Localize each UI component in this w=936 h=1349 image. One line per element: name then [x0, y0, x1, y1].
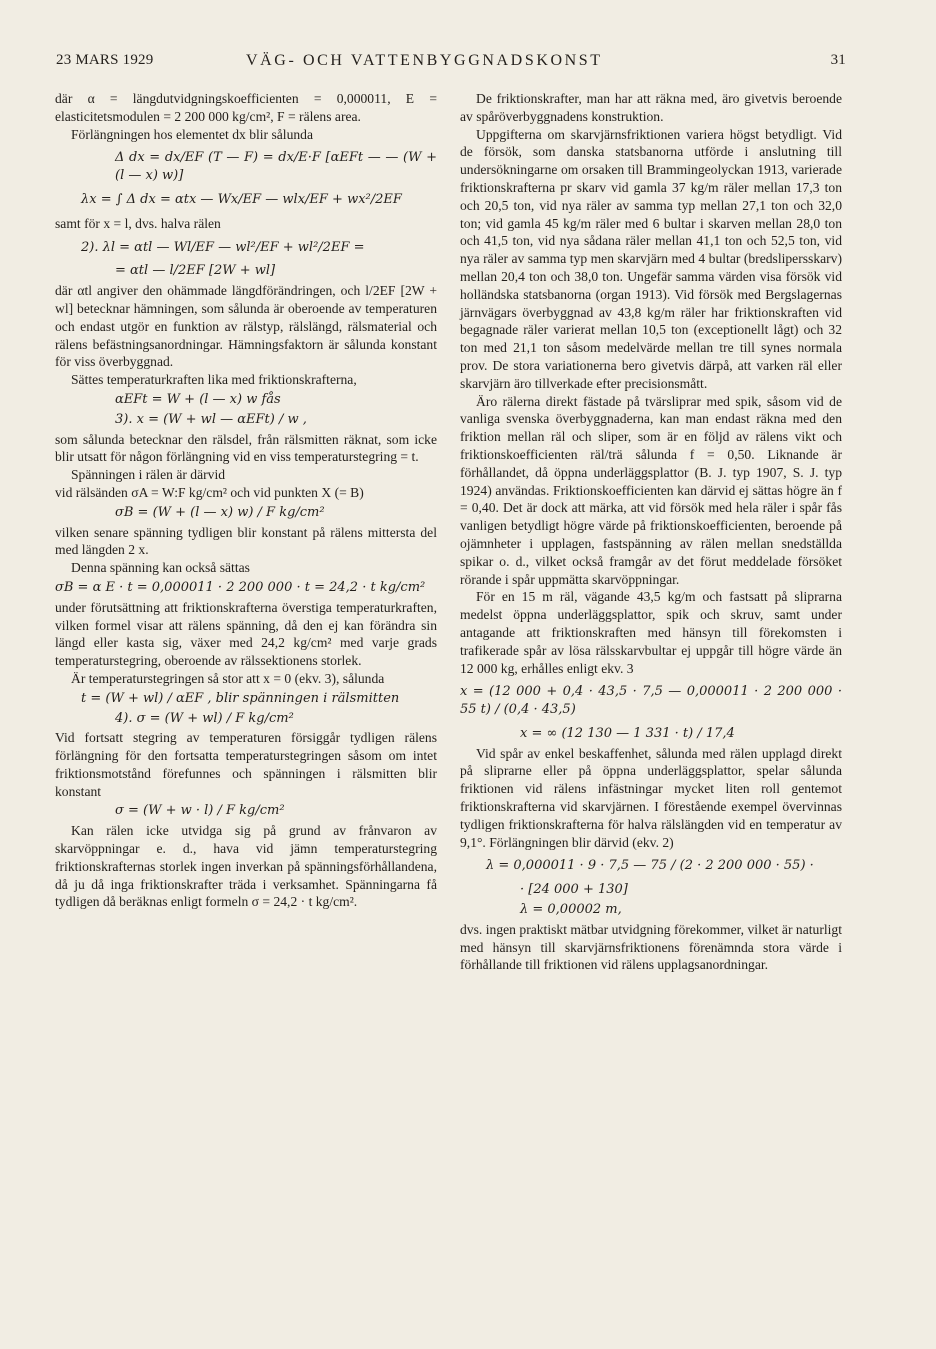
equation: 4). σ = (W + wl) / F kg/cm² [115, 710, 294, 726]
paragraph: De friktionskrafter, man har att räkna med, äro givetvis beroende av spåröverbyggnadens konstruktion. [460, 91, 842, 124]
paragraph: som sålunda betecknar den rälsdel, från rälsmitten räknat, som icke blir utsatt för någon förlängning vid en viss temperaturstegring = t. [55, 431, 437, 465]
paragraph: vilken senare spänning tydligen blir konstant på rälens mittersta del med längden 2 x. [55, 524, 437, 558]
paragraph: dvs. ingen praktiskt mätbar utvidgning förekommer, vilket är naturligt med hänsyn till skarvjärnsfriktionens förenämnda stora värde i förhållande till friktionen vid rälens upplagsanordningar. [460, 921, 842, 973]
paragraph: Är temperaturstegringen så stor att x = 0 (ekv. 3), sålunda [71, 670, 385, 686]
equation: λ = 0,00002 m, [520, 902, 622, 918]
journal-title: VÄG- OCH VATTENBYGGNADSKONST [246, 52, 603, 69]
equation: · [24 000 + 130] [520, 882, 628, 898]
issue-date: 23 MARS 1929 [56, 52, 154, 68]
paragraph: där αtl angiver den ohämmade längdförändringen, och l/2EF [2W + wl] betecknar hämningen, som sålunda är oberoende av temperaturen och endast utgör en funktion av rälstyp, rälslängd, rälsmaterial och rälens befästningsanordningar. Hämningsfaktorn är sålunda konstant för viss överbyggnad. [55, 283, 437, 370]
equation: 3). x = (W + wl — αEFt) / w , [115, 411, 307, 427]
paragraph: där α = längdutvidgningskoefficienten = 0,000011, E = elasticitetsmodulen = 2 200 000 kg/cm², F = rälens area. [55, 91, 437, 124]
equation: = αtl — l/2EF [2W + wl] [115, 263, 276, 279]
paragraph: Vid spår av enkel beskaffenhet, sålunda med rälen upplagd direkt på sliprarne eller på öppna underläggsplattor, spelar sålunda friktionen vid rälens infästningar mycket liten roll gentemot friktionskrafterna vid skarvjärnen. I förestående exempel övervinnas tydligen friktionskrafterna för halva rälslängden vid en temperatur av 9,1°. Förlängningen blir därvid (ekv. 2) [460, 745, 842, 850]
equation: t = (W + wl) / αEF , blir spänningen i rälsmitten [81, 690, 400, 706]
right-column [460, 90, 842, 974]
paragraph: Vid fortsatt stegring av temperaturen försiggår tydligen rälens förlängning för den fortsatta temperaturstegringen såsom om intet friktionsmotstånd förefunnes och spänningen i rälsmitten blir konstant [55, 730, 437, 799]
paragraph: Sättes temperaturkraften lika med friktionskrafterna, [71, 372, 357, 388]
equation: 2). λl = αtl — Wl/EF — wl²/EF + wl²/2EF = [81, 239, 365, 255]
equation: λx = ∫ Δ dx = αtx — Wx/EF — wlx/EF + wx²/2EF [81, 191, 402, 207]
paragraph: vid rälsänden σA = W:F kg/cm² och vid punkten X (= B) [55, 484, 364, 500]
paragraph: Spänningen i rälen är därvid [71, 467, 226, 483]
equation: σ = (W + w · l) / F kg/cm² [115, 803, 285, 819]
page-number: 31 [830, 52, 846, 68]
paragraph: Denna spänning kan också sättas [71, 560, 250, 576]
equation: σB = α E · t = 0,000011 · 2 200 000 · t = 24,2 · t kg/cm² [55, 579, 426, 595]
equation: αEFt = W + (l — x) w fås [115, 391, 281, 407]
equation: Δ dx = dx/EF (T — F) = dx/E·F [αEFt — — (W + (l — x) w)] [115, 150, 437, 184]
equation: x = (12 000 + 0,4 · 43,5 · 7,5 — 0,000011 · 2 200 000 · 55 t) / (0,4 · 43,5) [460, 684, 842, 718]
equation: σB = (W + (l — x) w) / F kg/cm² [115, 504, 325, 520]
paragraph: samt för x = l, dvs. halva rälen [55, 215, 221, 231]
page-header [56, 52, 846, 78]
paragraph: Uppgifterna om skarvjärnsfriktionen variera högst betydligt. Vid de försök, som danska statsbanorna utförde i anslutning till undersökningarne om orsaken till Brammingeolyckan 1913, varierade friktionskrafterna pr skarv vid gamla 37 kg/m räler mellan 17,3 ton och 20,5 ton, vid nya räler av samma typ mellan 27,1 ton och 32,0 ton; vid gamla 45 kg/m räler med 6 bultar i skarven mellan 28,0 ton och 41,5 ton, vid nya sådana räler mellan 41,1 ton och 52,5 ton, vid nya räler av samma typ men skarvjärn med 4 bultar (bredslipersskarv) mellan 20,4 ton och 38,0 ton. Ungefär samma värden visa försök vid holländska statsbanorna (organ 1913). Vid försök med Bergslagernas järnvägars överbyggnad av 43,8 kg/m räler har friktionskraften vid begagnade räler varierat mellan 10,5 ton (exceptionellt lågt) och 32 ton med 21,1 ton såsom medelvärde mellan tre till synes normala prov. De stora variationerna bero givetvis därpå, att varken räl eller skarvjärn äro tillverkade efter precisionsmått. [460, 126, 842, 391]
paragraph: under förutsättning att friktionskrafterna överstiga temperaturkraften, vilken formel visar att rälens spänning, då den ej kan förändra sin längd eller kasta sig, växer med 24,2 kg/cm² med varje grads temperaturstegring, oberoende av rälssektionens storlek. [55, 599, 437, 669]
paragraph: Kan rälen icke utvidga sig på grund av frånvaron av skarvöppningar e. d., hava vid jämn temperaturstegring friktionskrafternas storlek ingen inverkan på spänningsförhållandena, då ju då inga friktionskrafter träda i verksamhet. Spänningarna få tydligen då beräknas enligt formeln σ = 24,2 · t kg/cm². [55, 823, 437, 910]
equation: λ = 0,000011 · 9 · 7,5 — 75 / (2 · 2 200 000 · 55) · [486, 858, 814, 874]
equation: x = ∞ (12 130 — 1 331 · t) / 17,4 [520, 725, 735, 741]
left-column [55, 90, 437, 911]
paragraph: Äro rälerna direkt fästade på tvärsliprar med spik, såsom vid de vanliga svenska överbyggnaderna, kan man endast räkna med den friktion mellan räl och sliper, som är en följd av rälens vikt och friktionskoefficienten räl/trä sålunda f = 0,50. Liknande är förhållandet, då öppna underläggsplattor (B. J. typ 1907, S. J. typ 1924) användas. Friktionskoefficienten kan därvid ej sättas högre än f = 0,40. Det är dock att märka, att vid försök med hela räler i spår fås vanligen betydligt högre värde på friktionskoefficienten, beroende på ojämnheter i upplagen, fastspänning av rälen mellan snedställda spikar o. d., vilket också framgår av det förut meddelade försöket rörande i spår uppmätta skarvöppningar. [460, 393, 842, 587]
paragraph: Förlängningen hos elementet dx blir sålunda [71, 126, 313, 142]
paragraph: För en 15 m räl, vägande 43,5 kg/m och fastsatt på sliprarna medelst öppna underläggsplattor, spik och skruv, samt under antagande att friktionskraften med hänsyn till förekomsten i trafikerade spår av lösa rälsskarvbultar ej uppgår till högre värde än 12 000 kg, erhålles enligt ekv. 3 [460, 589, 842, 676]
